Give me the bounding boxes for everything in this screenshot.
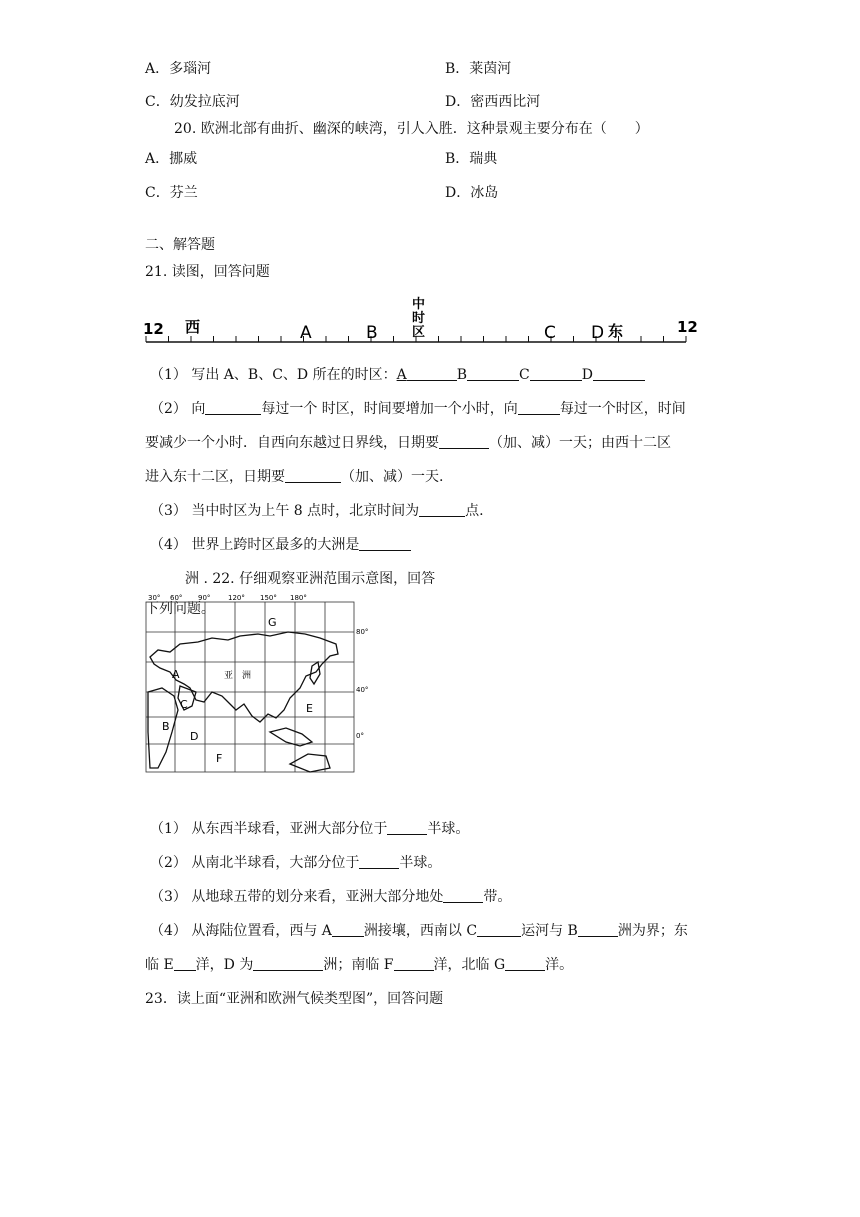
lon-label-120: 120° xyxy=(228,594,245,602)
q21-part1-d: D xyxy=(581,367,593,383)
q19-option-d: D．密西西比河 xyxy=(445,94,541,110)
q22-part4-text: 洋，D 为 xyxy=(195,957,254,973)
q22-part1 xyxy=(150,820,469,838)
region-label-f: F xyxy=(216,752,223,765)
q21-part3-text: （3） 当中时区为上午 8 点时，北京时间为 xyxy=(150,503,420,519)
answer-blank[interactable] xyxy=(477,922,521,937)
q22-part1-text: （1） 从东西半球看，亚洲大部分位于 xyxy=(150,821,388,837)
q22-part3-text: 带。 xyxy=(483,889,512,905)
q22-part2-text: （2） 从南北半球看，大部分位于 xyxy=(150,855,360,871)
answer-blank[interactable] xyxy=(505,956,545,971)
q21-part4 xyxy=(150,536,411,554)
q22-intro-cont: 下列问题。 xyxy=(145,601,215,617)
lon-label-60: 60° xyxy=(170,594,183,602)
q20-option-c: C．芬兰 xyxy=(145,185,198,201)
point-c-label: C xyxy=(544,323,556,343)
q21-part2-text: 每过一个 时区，时间要增加一个小时，向 xyxy=(261,401,518,417)
q22-intro: 洲 . 22. 仔细观察亚洲范围示意图，回答 xyxy=(185,571,436,587)
answer-blank[interactable] xyxy=(439,434,489,449)
center-zone-label-2: 时 xyxy=(412,311,426,326)
q20-option-d: D．冰岛 xyxy=(445,185,499,201)
region-label-g: G xyxy=(268,616,277,629)
q19-option-b: B．莱茵河 xyxy=(445,61,512,77)
answer-blank[interactable] xyxy=(394,956,434,971)
answer-blank[interactable] xyxy=(387,820,427,835)
q22-part4-text: 运河与 B xyxy=(521,923,578,939)
q22-part4-text: 洲为界；东 xyxy=(617,923,688,939)
q21-part2-text: （加、减）一天. xyxy=(341,469,444,485)
point-b-label: B xyxy=(366,323,378,343)
answer-blank[interactable] xyxy=(518,400,560,415)
region-label-b: B xyxy=(162,720,170,733)
answer-blank[interactable] xyxy=(578,922,618,937)
q22-part4-text: 洲；南临 F xyxy=(323,957,394,973)
q22-part2 xyxy=(150,854,441,872)
q22-part4-text: 洲接壤，西南以 C xyxy=(363,923,478,939)
answer-blank[interactable] xyxy=(593,366,645,381)
australia-top-outline xyxy=(290,754,330,772)
lat-label-40: 40° xyxy=(356,686,369,694)
answer-blank[interactable] xyxy=(205,400,261,415)
region-label-e: E xyxy=(306,702,313,715)
q21-part2-text: （2） 向 xyxy=(150,401,206,417)
q22-part4-text: 洋，北临 G xyxy=(433,957,506,973)
q19-option-c: C．幼发拉底河 xyxy=(145,94,240,110)
center-zone-label-3: 区 xyxy=(412,325,426,340)
q21-part1-a: A xyxy=(396,367,407,383)
lon-label-180: 180° xyxy=(290,594,307,602)
q22-part4-text: 洋。 xyxy=(545,957,574,973)
answer-blank[interactable] xyxy=(419,502,465,517)
right-end-label: 12 xyxy=(677,318,698,336)
q21-part2-line1 xyxy=(150,400,686,418)
q20-stem: 20. 欧洲北部有曲折、幽深的峡湾，引人入胜．这种景观主要分布在（ ） xyxy=(174,121,649,137)
q22-part4-line2 xyxy=(145,956,573,974)
q21-part4-text: （4） 世界上跨时区最多的大洲是 xyxy=(150,537,360,553)
point-d-label: D xyxy=(591,323,605,343)
q21-part1-c: C xyxy=(519,367,530,383)
region-label-d: D xyxy=(190,730,199,743)
q21-part2-text: （加、减）一天；由西十二区 xyxy=(489,435,671,451)
answer-blank[interactable] xyxy=(285,468,341,483)
section-title: 二、解答题 xyxy=(145,237,215,253)
q22-part4-line1 xyxy=(150,922,688,940)
lat-label-80: 80° xyxy=(356,628,369,636)
q22-part3-text: （3） 从地球五带的划分来看，亚洲大部分地处 xyxy=(150,889,444,905)
asia-range-map xyxy=(140,592,380,776)
answer-blank[interactable] xyxy=(359,854,399,869)
q21-part1-b: B xyxy=(456,367,468,383)
center-zone-label-1: 中 xyxy=(412,297,426,312)
q21-part2-text: 每过一个时区，时间 xyxy=(559,401,686,417)
time-zone-diagram xyxy=(140,292,700,354)
q20-option-b: B．瑞典 xyxy=(445,151,498,167)
q23-stem: 23．读上面“亚洲和欧洲气候类型图”，回答问题 xyxy=(145,991,444,1007)
q20-option-a: A．挪威 xyxy=(145,151,198,167)
q21-part2-text: 要减少一个小时．自西向东越过日界线，日期要 xyxy=(145,435,439,451)
q21-part2-line2 xyxy=(145,434,671,452)
q21-part1 xyxy=(150,366,645,384)
west-label: 西 xyxy=(185,318,201,336)
q22-part3 xyxy=(150,888,511,906)
answer-blank[interactable] xyxy=(467,366,519,381)
lon-label-150: 150° xyxy=(260,594,277,602)
point-a-label: A xyxy=(300,323,312,343)
answer-blank[interactable] xyxy=(253,956,323,971)
answer-blank[interactable] xyxy=(359,536,411,551)
q21-part2-text: 进入东十二区，日期要 xyxy=(145,469,285,485)
east-label: 东 xyxy=(608,322,624,340)
region-label-c: C xyxy=(180,698,188,711)
answer-blank[interactable] xyxy=(332,922,364,937)
q22-part4-text: 临 E xyxy=(145,957,174,973)
lon-label-90: 90° xyxy=(198,594,211,602)
map-grid xyxy=(146,602,354,772)
left-end-label: 12 xyxy=(143,320,164,338)
lat-label-0: 0° xyxy=(356,732,364,740)
q22-part1-text: 半球。 xyxy=(427,821,470,837)
region-label-a: A xyxy=(172,668,180,681)
q21-part3 xyxy=(150,502,484,520)
answer-blank[interactable] xyxy=(443,888,483,903)
continent-label: 亚 洲 xyxy=(224,671,252,681)
indonesia-outline xyxy=(270,728,312,746)
lon-label-30: 30° xyxy=(148,594,161,602)
q21-part3-text: 点. xyxy=(465,503,484,519)
q21-stem: 21. 读图，回答问题 xyxy=(145,264,270,280)
q22-part2-text: 半球。 xyxy=(399,855,442,871)
q19-option-a: A．多瑙河 xyxy=(145,61,212,77)
answer-blank[interactable] xyxy=(530,366,582,381)
q21-part1-prefix: （1） 写出 A、B、C、D 所在的时区： xyxy=(150,367,397,383)
answer-blank[interactable] xyxy=(174,956,196,971)
answer-blank[interactable] xyxy=(407,366,457,381)
q22-part4-text: （4） 从海陆位置看，西与 A xyxy=(150,923,332,939)
q21-part2-line3 xyxy=(145,468,443,486)
